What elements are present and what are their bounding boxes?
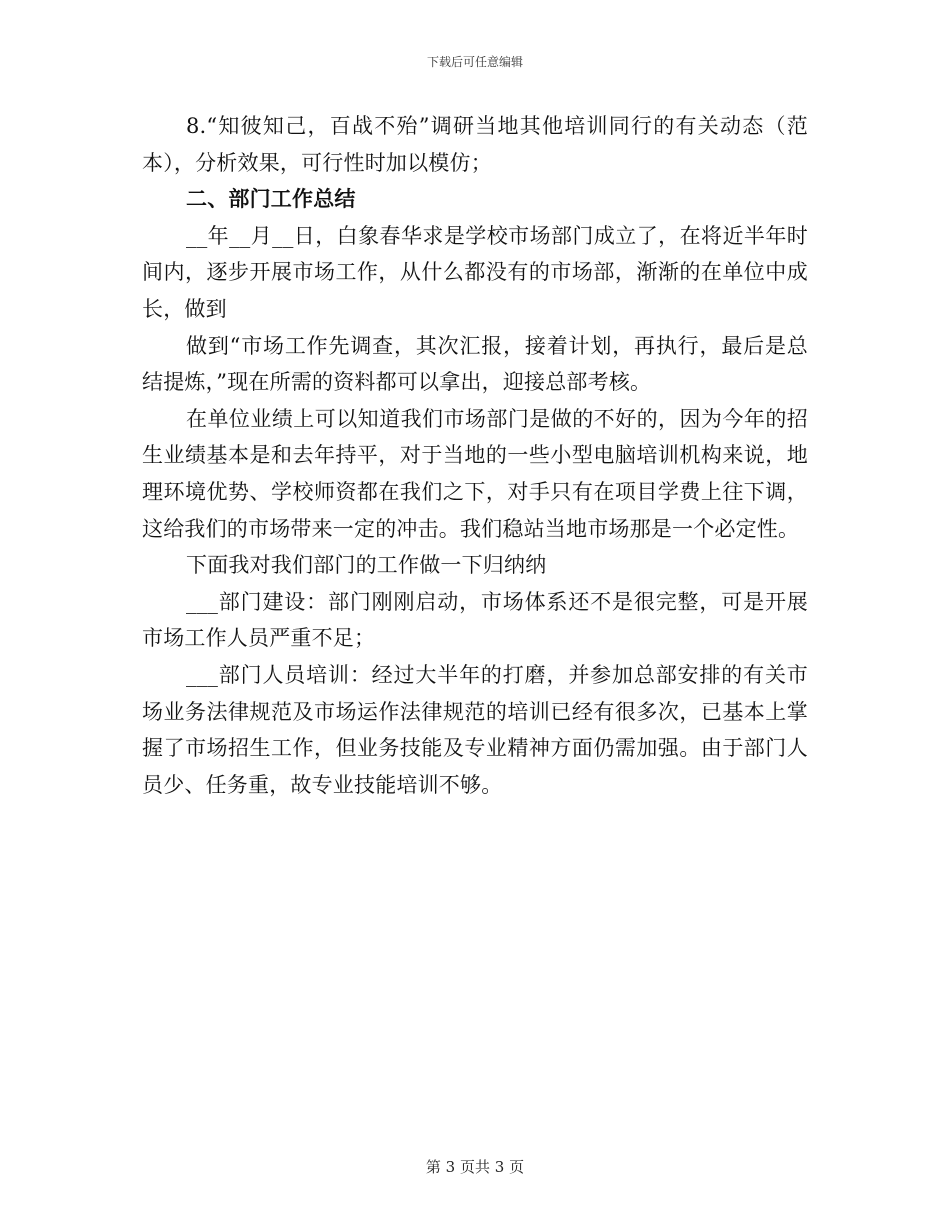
paragraph-department-building: ___部门建设：部门刚刚启动，市场体系还不是很完整，可是开展市场工作人员严重不足； — [142, 589, 808, 651]
paragraph-item-8: 8.“知彼知己，百战不殆”调研当地其他培训同行的有关动态（范本），分析效果，可行性时加以模仿； — [142, 114, 808, 175]
document-body — [142, 108, 808, 803]
page-footer: 第 3 页共 3 页 — [425, 1158, 525, 1176]
paragraph-intro: __年__月__日，白象春华求是学校市场部门成立了，在将近半年时间内，逐步开展市场工作，从什么都没有的市场部，渐渐的在单位中成长，做到 — [142, 223, 808, 321]
page-header: 下载后可任意编辑 — [426, 55, 523, 69]
paragraph-staff-training: ___部门人员培训：经过大半年的打磨，并参加总部安排的有关市场业务法律规范及市场运作法律规范的培训已经有很多次，已基本上掌握了市场招生工作，但业务技能及专业精神方面仍需加强。由于部门人员少、任务重，故专业技能培训不够。 — [142, 662, 808, 797]
section-heading: 二、部门工作总结 — [186, 187, 356, 212]
paragraph-summary-lead: 下面我对我们部门的工作做一下归纳纳 — [186, 553, 547, 578]
paragraph-performance: 在单位业绩上可以知道我们市场部门是做的不好的，因为今年的招生业绩基本是和去年持平，对于当地的一些小型电脑培训机构来说，地理环境优势、学校师资都在我们之下，对手只有在项目学费上往下调，这给我们的市场带来一定的冲击。我们稳站当地市场那是一个必定性。 — [142, 406, 808, 541]
paragraph-workflow: 做到“市场工作先调查，其次汇报，接着计划，再执行，最后是总结提炼，”现在所需的资料都可以拿出，迎接总部考核。 — [142, 333, 808, 395]
